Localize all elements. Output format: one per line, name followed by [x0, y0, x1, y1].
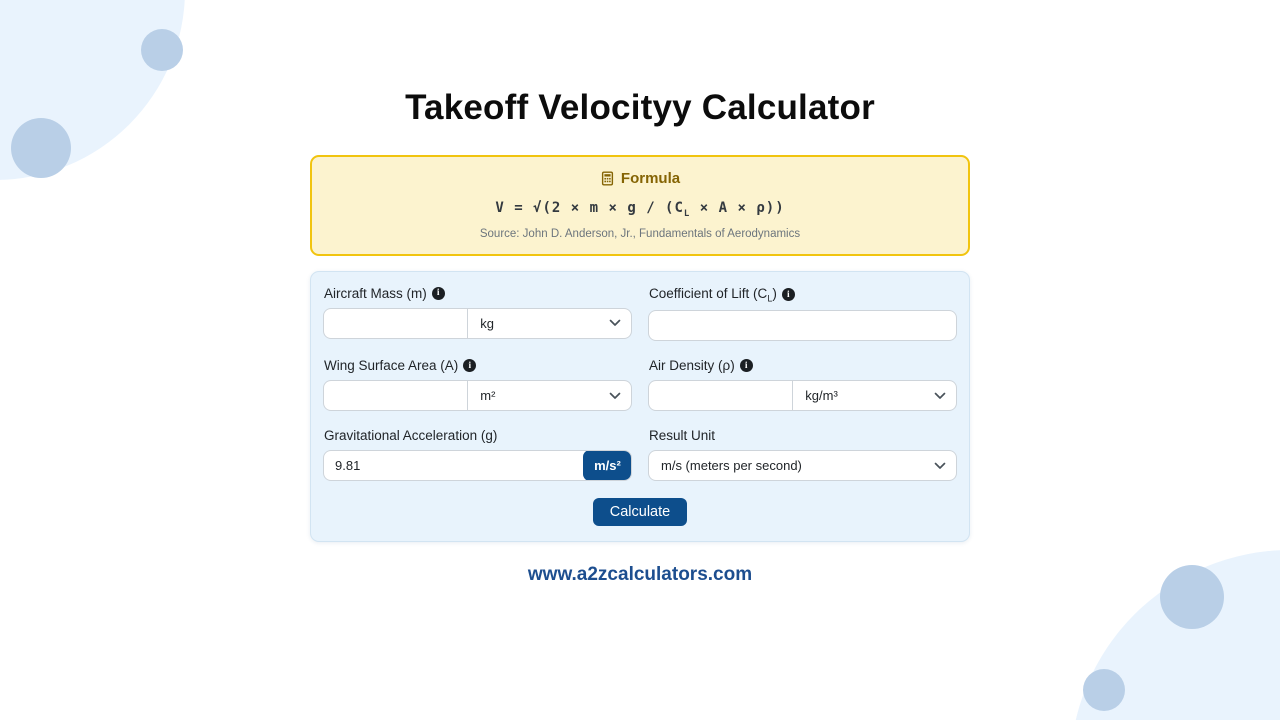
wing-surface-area-unit-select[interactable] — [468, 381, 631, 410]
info-icon[interactable] — [740, 359, 753, 372]
air-density-label: Air Density (ρ) i — [649, 358, 957, 373]
coefficient-of-lift-input[interactable] — [649, 311, 956, 340]
field-wing-surface-area — [323, 356, 632, 411]
field-aircraft-mass — [323, 284, 632, 342]
wing-surface-area-input[interactable] — [324, 381, 468, 410]
formula-text: $V = √(2 \times m \times g / (C_L \times A \times \rho))$ — [495, 200, 785, 219]
field-coefficient-of-lift — [648, 284, 957, 342]
field-result-unit — [648, 426, 957, 481]
aircraft-mass-unit-select[interactable] — [468, 309, 631, 338]
page-title: Takeoff Velocityy Calculator — [405, 88, 875, 127]
site-url-link[interactable]: www.a2zcalculators.com — [527, 564, 753, 586]
gravitational-acceleration-label: Gravitational Acceleration (g) — [324, 428, 498, 444]
decor-circle-bottom-right-large — [1160, 565, 1224, 629]
formula-header — [600, 170, 680, 187]
formula-box — [310, 155, 970, 256]
aircraft-mass-label: Aircraft Mass (m) i — [324, 286, 632, 301]
gravity-unit-badge: m/s² — [583, 450, 632, 481]
calculate-button[interactable]: Calculate — [593, 498, 687, 526]
info-icon[interactable] — [782, 288, 795, 301]
formula-source: Source: John D. Anderson, Jr., Fundamentals of Aerodynamics — [479, 227, 801, 240]
calculator-icon — [600, 171, 615, 186]
decor-circle-bottom-right-small — [1083, 669, 1125, 711]
info-icon[interactable] — [432, 287, 445, 300]
result-unit-label: Result Unit — [649, 428, 716, 444]
decor-circle-top-left-large — [11, 118, 71, 178]
aircraft-mass-input[interactable] — [324, 309, 468, 338]
result-unit-select[interactable] — [649, 451, 956, 480]
calculator-form — [310, 271, 970, 543]
formula-header-label: Formula — [620, 170, 681, 187]
coefficient-of-lift-label: Coefficient of Lift $(C_L)$ i — [649, 286, 957, 304]
air-density-input[interactable] — [649, 381, 793, 410]
wing-surface-area-label: Wing Surface Area (A) i — [324, 358, 632, 373]
gravitational-acceleration-input[interactable] — [324, 451, 584, 480]
info-icon[interactable] — [463, 359, 476, 372]
decor-circle-top-left-small — [141, 29, 183, 71]
air-density-unit-select[interactable] — [793, 381, 956, 410]
field-air-density — [648, 356, 957, 411]
field-gravitational-acceleration — [323, 426, 632, 481]
